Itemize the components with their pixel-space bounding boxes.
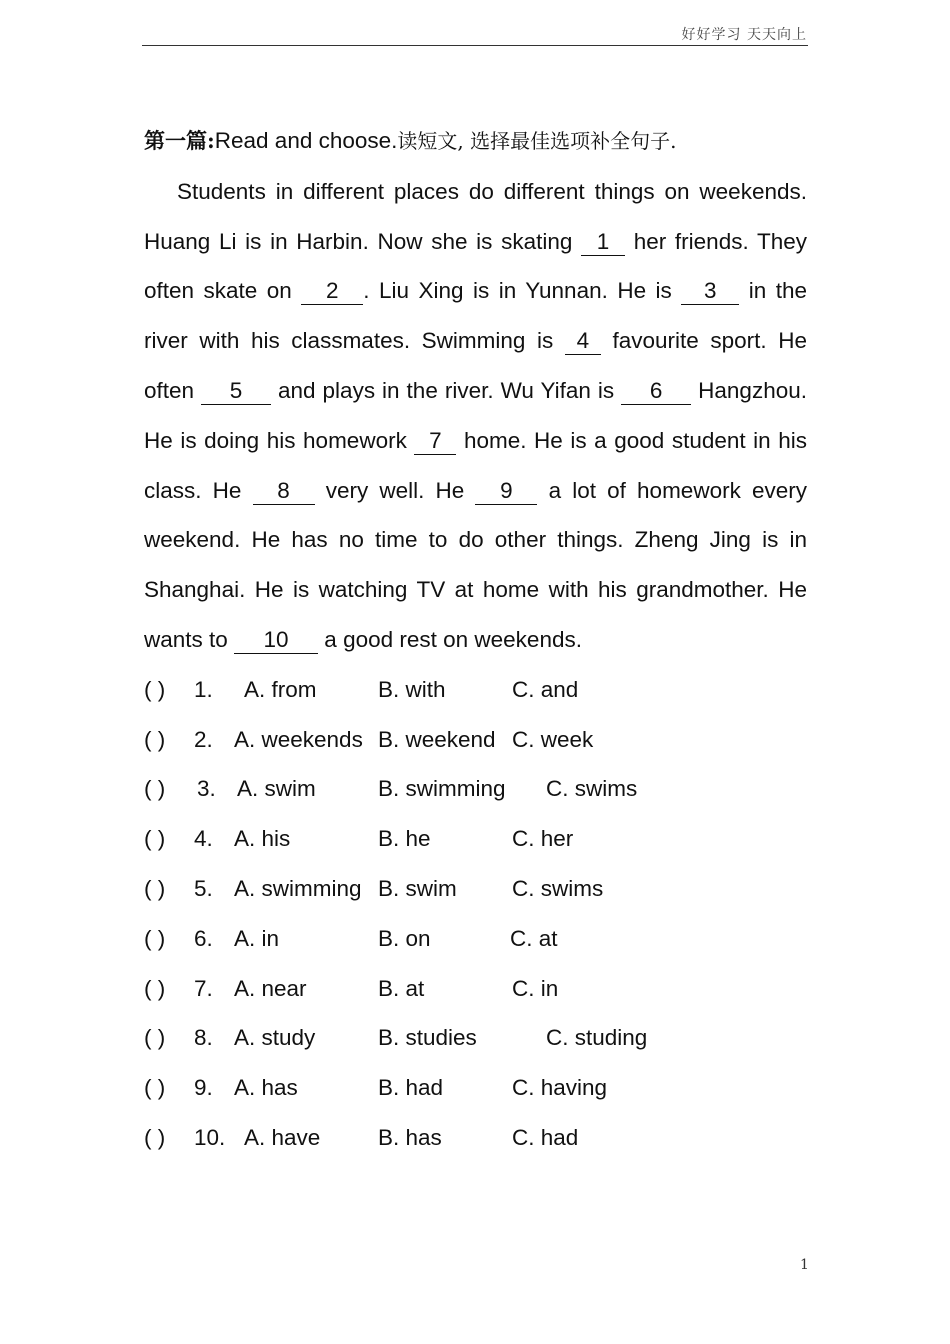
- option-a: A. have: [244, 1124, 321, 1150]
- option-b: B. on: [378, 925, 431, 951]
- question-number: 6.: [194, 925, 213, 951]
- option-a: A. near: [234, 975, 307, 1001]
- question-row: [144, 914, 807, 964]
- option-b: B. swim: [378, 875, 457, 901]
- section-title: [144, 116, 807, 167]
- option-c: C. had: [512, 1124, 579, 1150]
- question-row: [144, 814, 807, 864]
- question-row: [144, 1063, 807, 1113]
- answer-parens[interactable]: ( ): [144, 1075, 166, 1101]
- question-row: [144, 964, 807, 1014]
- passage-text: Students in different places do different things on weekends. Huang Li is in Harbin. Now she is skating: [144, 178, 807, 254]
- reading-passage: [144, 167, 807, 665]
- question-row: [144, 1013, 807, 1063]
- option-a: A. his: [234, 826, 291, 852]
- option-c: C. swims: [546, 776, 638, 802]
- answer-parens[interactable]: ( ): [144, 776, 166, 802]
- option-c: C. studing: [546, 1025, 648, 1051]
- option-b: B. weekend: [378, 726, 496, 752]
- question-number: 8.: [194, 1025, 213, 1051]
- question-row: [144, 1113, 807, 1163]
- question-number: 4.: [194, 826, 213, 852]
- option-a: A. weekends: [234, 726, 363, 752]
- answer-blank-2[interactable]: 2: [301, 278, 363, 305]
- option-b: B. had: [378, 1075, 444, 1101]
- option-a: A. from: [244, 676, 317, 702]
- question-row: [144, 665, 807, 715]
- answer-parens[interactable]: ( ): [144, 676, 166, 702]
- option-c: C. having: [512, 1075, 608, 1101]
- question-number: 7.: [194, 975, 213, 1001]
- section-instruction-zh: 读短文, 选择最佳选项补全句子.: [397, 129, 677, 153]
- section-label: 第一篇:: [144, 128, 215, 153]
- answer-parens[interactable]: ( ): [144, 1124, 166, 1150]
- question-row: [144, 764, 807, 814]
- page-number: 1: [800, 1257, 809, 1273]
- question-number: 9.: [194, 1075, 213, 1101]
- exercise-content: [144, 116, 807, 1163]
- section-instruction-en: Read and choose.: [214, 128, 398, 153]
- question-list: [144, 665, 807, 1163]
- passage-text: a lot of homework every weekend. He has no time to do other things. Zheng Jing is in Shanghai. He is watching TV at home with his grandmother. He wants to: [144, 477, 807, 652]
- option-a: A. study: [234, 1025, 316, 1051]
- passage-text: . Liu Xing is in Yunnan. He is: [363, 278, 682, 304]
- passage-text: in the river with his classmates. Swimming is: [144, 278, 807, 354]
- passage-text: very well. He: [314, 477, 476, 503]
- question-number: 5.: [194, 875, 213, 901]
- passage-text: Hangzhou. He is doing his homework: [144, 377, 807, 453]
- option-b: B. swimming: [378, 776, 506, 802]
- option-a: A. in: [234, 925, 280, 951]
- option-b: B. with: [378, 676, 446, 702]
- answer-parens[interactable]: ( ): [144, 925, 166, 951]
- option-a: A. swim: [237, 776, 316, 802]
- question-row: [144, 864, 807, 914]
- answer-parens[interactable]: ( ): [144, 975, 166, 1001]
- option-c: C. swims: [512, 875, 604, 901]
- answer-blank-6[interactable]: 6: [621, 378, 691, 405]
- question-number: 10.: [194, 1124, 226, 1150]
- answer-parens[interactable]: ( ): [144, 726, 166, 752]
- option-c: C. and: [512, 676, 579, 702]
- passage-text: and plays in the river. Wu Yifan is: [271, 377, 622, 403]
- option-b: B. he: [378, 826, 431, 852]
- passage-text: home. He is a good student in his class. He: [144, 427, 808, 503]
- option-a: A. has: [234, 1075, 298, 1101]
- answer-blank-1[interactable]: 1: [581, 229, 625, 256]
- option-b: B. studies: [378, 1025, 477, 1051]
- option-c: C. week: [512, 726, 594, 752]
- option-c: C. her: [512, 826, 574, 852]
- passage-text: a good rest on weekends.: [318, 626, 582, 652]
- answer-blank-4[interactable]: 4: [565, 328, 601, 355]
- option-c: C. in: [512, 975, 559, 1001]
- answer-parens[interactable]: ( ): [144, 1025, 166, 1051]
- answer-parens[interactable]: ( ): [144, 875, 166, 901]
- option-a: A. swimming: [234, 875, 362, 901]
- question-number: 3.: [197, 776, 216, 802]
- option-c: C. at: [510, 925, 558, 951]
- question-row: [144, 715, 807, 765]
- answer-parens[interactable]: ( ): [144, 826, 166, 852]
- answer-blank-5[interactable]: 5: [201, 378, 271, 405]
- question-number: 2.: [194, 726, 213, 752]
- option-b: B. at: [378, 975, 425, 1001]
- answer-blank-3[interactable]: 3: [681, 278, 739, 305]
- answer-blank-9[interactable]: 9: [475, 478, 537, 505]
- header-divider: [142, 45, 808, 46]
- answer-blank-10[interactable]: 10: [234, 627, 318, 654]
- header-motto: 好好学习 天天向上: [681, 27, 807, 43]
- passage-text: her friends. They often skate on: [144, 228, 807, 304]
- question-number: 1.: [194, 676, 213, 702]
- answer-blank-7[interactable]: 7: [414, 428, 456, 455]
- answer-blank-8[interactable]: 8: [253, 478, 315, 505]
- passage-text: favourite sport. He often: [144, 328, 808, 403]
- option-b: B. has: [378, 1124, 442, 1150]
